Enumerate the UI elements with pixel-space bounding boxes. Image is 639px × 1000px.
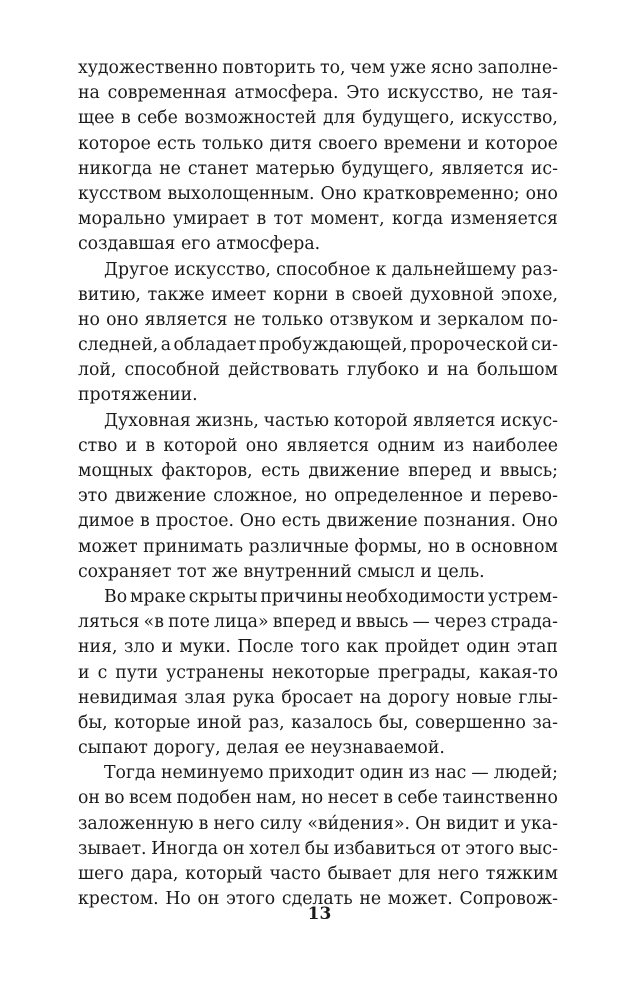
paragraph (78, 409, 558, 585)
text-line: витию, также имеет корни в своей духовной эпохе, (78, 284, 558, 305)
text-line: он во всем подобен нам, но несет в себе таинственно (78, 788, 558, 809)
text-line: мощных факторов, есть движение вперед и ввысь; (78, 461, 558, 481)
text-line: ство и в которой оно является одним из наиболее (78, 435, 558, 456)
text-line: заложенную в него силу «ви́дения». Он видит и ука- (78, 813, 558, 834)
body-text (78, 56, 558, 912)
text-line: щее в себе возможностей для будущего, искусство, (78, 108, 558, 129)
text-line: ляться «в поте лица» вперед и ввысь — через страда- (78, 612, 558, 633)
text-line: Тогда неминуемо приходит один из нас — людей; (104, 763, 558, 784)
text-line: морально умирает в тот момент, когда изменяется (78, 209, 558, 230)
page-number: 13 (307, 904, 332, 924)
text-line: Другое искусство, способное к дальнейшему раз- (104, 259, 558, 280)
text-line: протяжении. (78, 385, 198, 406)
paragraph (78, 258, 558, 409)
text-line: сохраняет тот же внутренний смысл и цель. (78, 561, 485, 582)
paragraph (78, 585, 558, 761)
text-line: это движение сложное, но определенное и перево- (78, 486, 558, 507)
text-line: крестом. Но он этого сделать не может. Сопровож- (78, 889, 558, 910)
text-line: которое есть только дитя своего времени и которое (78, 133, 558, 154)
text-line: Духовная жизнь, частью которой является искус- (104, 410, 558, 431)
text-line: Во мраке скрыты причины необходимости устрем- (104, 586, 558, 607)
text-line: следней, а обладает пробуждающей, пророческой си- (78, 335, 558, 356)
text-line: художественно повторить то, чем уже ясно заполне- (78, 58, 558, 78)
text-line: но оно является не только отзвуком и зеркалом по- (78, 309, 558, 330)
text-line: создавшая его атмосфера. (78, 234, 321, 255)
paragraph (78, 56, 558, 258)
paragraph (78, 761, 558, 912)
text-line: ния, зло и муки. После того как пройдет один этап (78, 637, 558, 658)
text-line: димое в простое. Оно есть движение познания. Оно (78, 511, 558, 532)
text-line: невидимая злая рука бросает на дорогу новые глы- (78, 687, 558, 708)
text-line: зывает. Иногда он хотел бы избавиться от этого выс- (78, 838, 558, 859)
text-line: лой, способной действовать глубоко и на большом (78, 360, 558, 381)
text-line: бы, которые иной раз, казалось бы, совершенно за- (78, 712, 558, 733)
text-line: сыпают дорогу, делая ее неузнаваемой. (78, 738, 445, 759)
text-line: кусством выхолощенным. Оно кратковременно; оно (78, 183, 558, 204)
text-line: может принимать различные формы, но в основном (78, 536, 558, 557)
text-line: и с пути устранены некоторые преграды, какая-то (78, 662, 558, 683)
text-line: на современная атмосфера. Это искусство, не тая- (78, 83, 558, 104)
text-line: шего дара, который часто бывает для него тяжким (78, 864, 558, 884)
text-line: никогда не станет матерью будущего, является ис- (78, 158, 558, 179)
